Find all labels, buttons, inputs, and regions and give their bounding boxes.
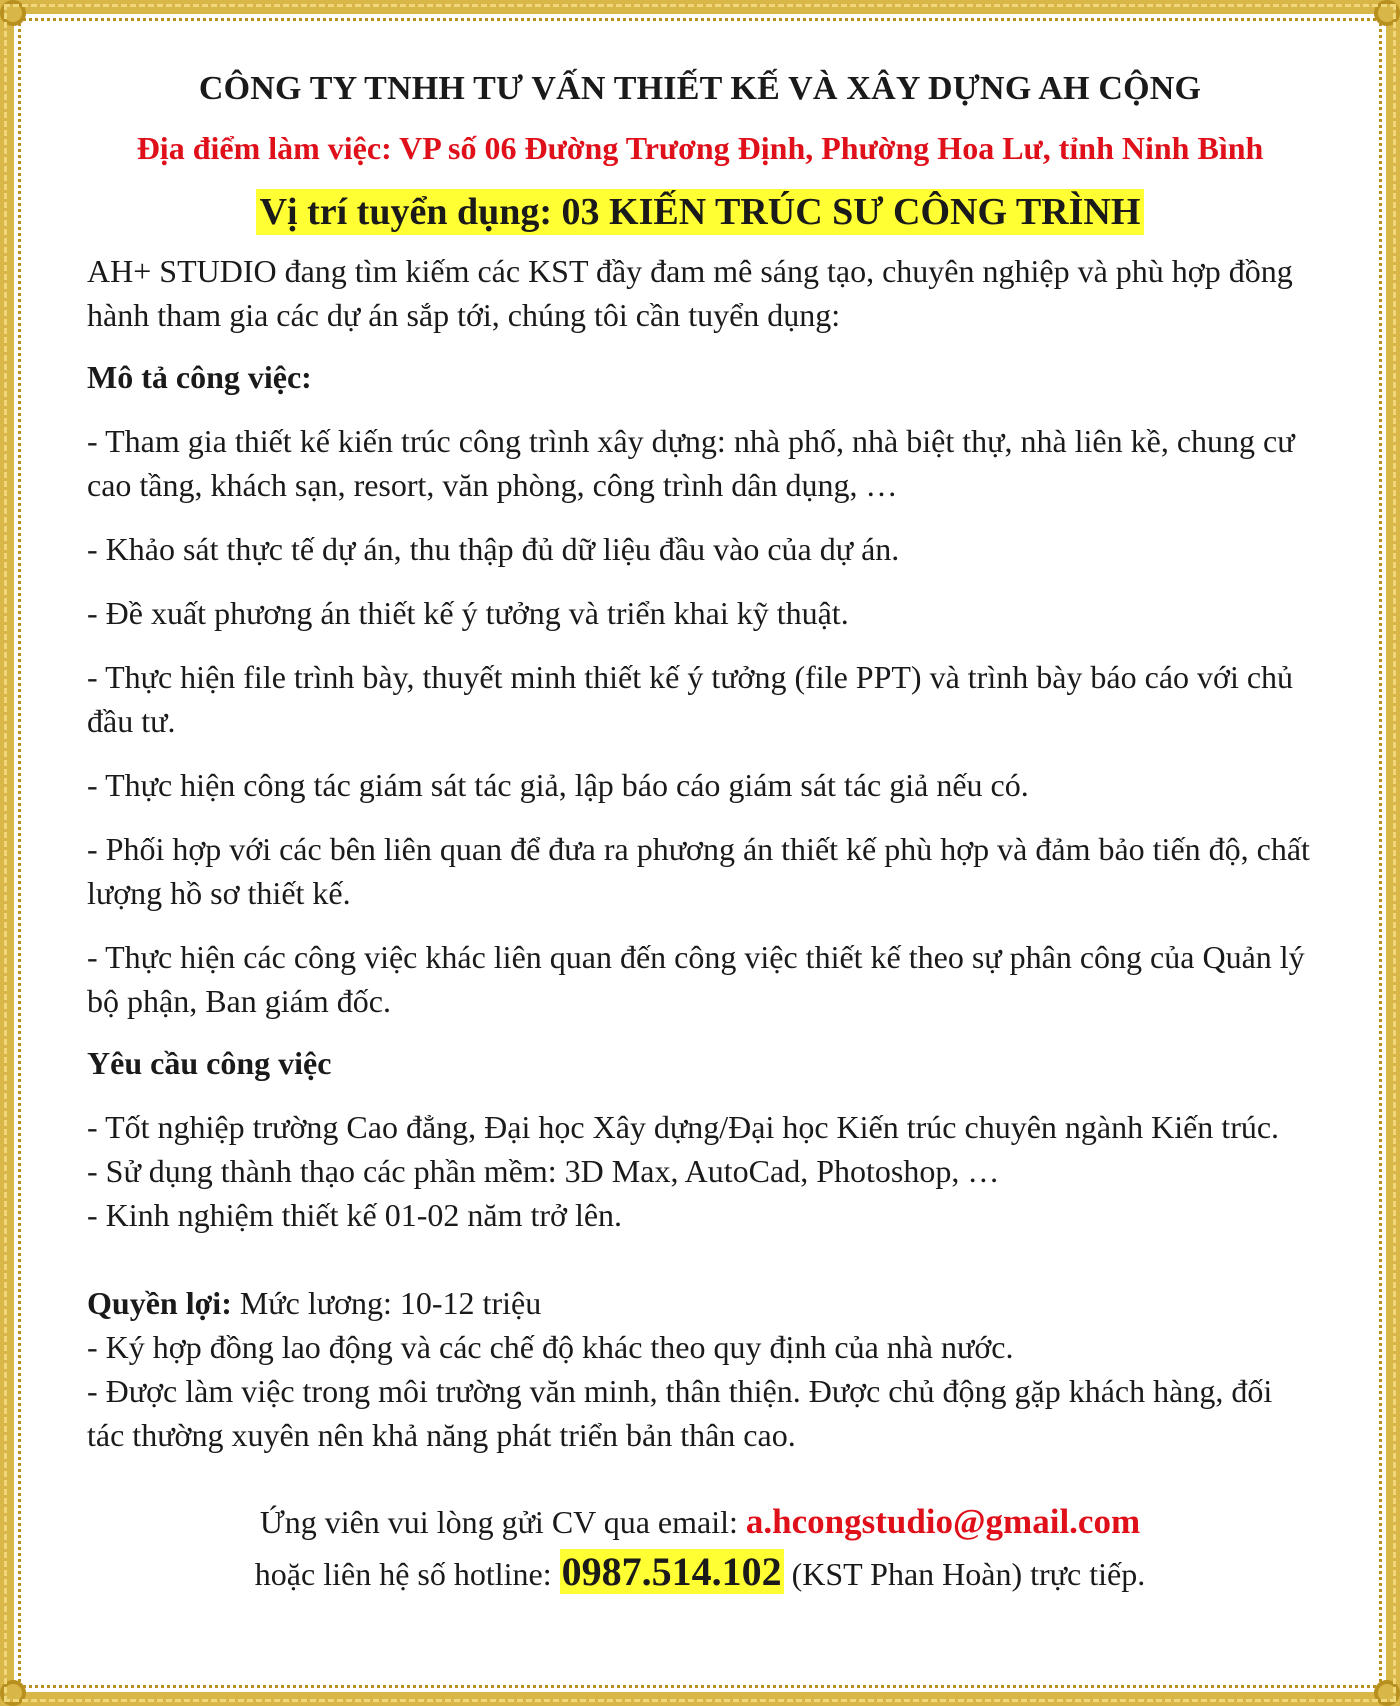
benefit-item: - Ký hợp đồng lao động và các chế độ khác theo quy định của nhà nước.: [87, 1329, 1014, 1365]
intro-text: AH+ STUDIO đang tìm kiếm các KST đầy đam mê sáng tạo, chuyên nghiệp và phù hợp đồng hành tham gia các dự án sắp tới, chúng tôi cần tuyển dụng:: [87, 253, 1293, 333]
position-title: Vị trí tuyển dụng: 03 KIẾN TRÚC SƯ CÔNG TRÌNH: [256, 189, 1145, 235]
hotline-prefix: hoặc liên hệ số hotline:: [254, 1556, 560, 1592]
requirement-item: - Kinh nghiệm thiết kế 01-02 năm trở lên.: [87, 1197, 623, 1233]
hotline-line: [87, 1547, 1313, 1599]
hotline-suffix: (KST Phan Hoàn) trực tiếp.: [783, 1556, 1146, 1592]
corner-ornament: [1374, 0, 1400, 26]
company-name: CÔNG TY TNHH TƯ VẤN THIẾT KẾ VÀ XÂY DỰNG AH CỘNG: [198, 70, 1202, 107]
hotline-number[interactable]: 0987.514.102: [561, 1549, 782, 1594]
description-item: - Thực hiện công tác giám sát tác giả, lập báo cáo giám sát tác giả nếu có.: [87, 767, 1029, 803]
section-spacer: [87, 1237, 1313, 1281]
email-line: [87, 1497, 1313, 1547]
requirement-item: - Tốt nghiệp trường Cao đẳng, Đại học Xây dựng/Đại học Kiến trúc chuyên ngành Kiến trúc.: [87, 1109, 1280, 1145]
description-item: - Đề xuất phương án thiết kế ý tưởng và triển khai kỹ thuật.: [87, 595, 849, 631]
description-item: - Phối hợp với các bên liên quan để đưa ra phương án thiết kế phù hợp và đảm bảo tiến độ, chất lượng hồ sơ thiết kế.: [87, 831, 1310, 911]
email-link[interactable]: a.hcongstudio@gmail.com: [745, 1502, 1141, 1541]
salary-text: Mức lương: 10-12 triệu: [231, 1285, 542, 1321]
description-heading: Mô tả công việc:: [87, 359, 312, 395]
corner-ornament: [0, 0, 26, 26]
description-item: - Thực hiện các công việc khác liên quan đến công việc thiết kế theo sự phân công của Quản lý bộ phận, Ban giám đốc.: [87, 939, 1305, 1019]
description-item: - Khảo sát thực tế dự án, thu thập đủ dữ liệu đầu vào của dự án.: [87, 531, 900, 567]
benefits-line: [87, 1281, 1313, 1325]
requirement-item: - Sử dụng thành thạo các phần mềm: 3D Max, AutoCad, Photoshop, …: [87, 1153, 1000, 1189]
job-posting: [87, 60, 1313, 1599]
description-item: - Tham gia thiết kế kiến trúc công trình xây dựng: nhà phố, nhà biệt thự, nhà liên kề, chung cư cao tầng, khách sạn, resort, văn phòng, công trình dân dụng, …: [87, 423, 1295, 503]
work-location: Địa điểm làm việc: VP số 06 Đường Trương Định, Phường Hoa Lư, tỉnh Ninh Bình: [136, 130, 1264, 166]
description-item: - Thực hiện file trình bày, thuyết minh thiết kế ý tưởng (file PPT) và trình bày báo cáo với chủ đầu tư.: [87, 659, 1294, 739]
corner-ornament: [0, 1680, 26, 1706]
contact-block: [87, 1497, 1313, 1599]
benefits-heading: Quyền lợi:: [87, 1285, 232, 1321]
requirements-heading: Yêu cầu công việc: [87, 1045, 332, 1081]
corner-ornament: [1374, 1680, 1400, 1706]
position-banner: [87, 189, 1313, 235]
email-prefix: Ứng viên vui lòng gửi CV qua email:: [259, 1504, 746, 1540]
benefit-item: - Được làm việc trong môi trường văn minh, thân thiện. Được chủ động gặp khách hàng, đối tác thường xuyên nên khả năng phát triển bản thân cao.: [87, 1373, 1273, 1453]
